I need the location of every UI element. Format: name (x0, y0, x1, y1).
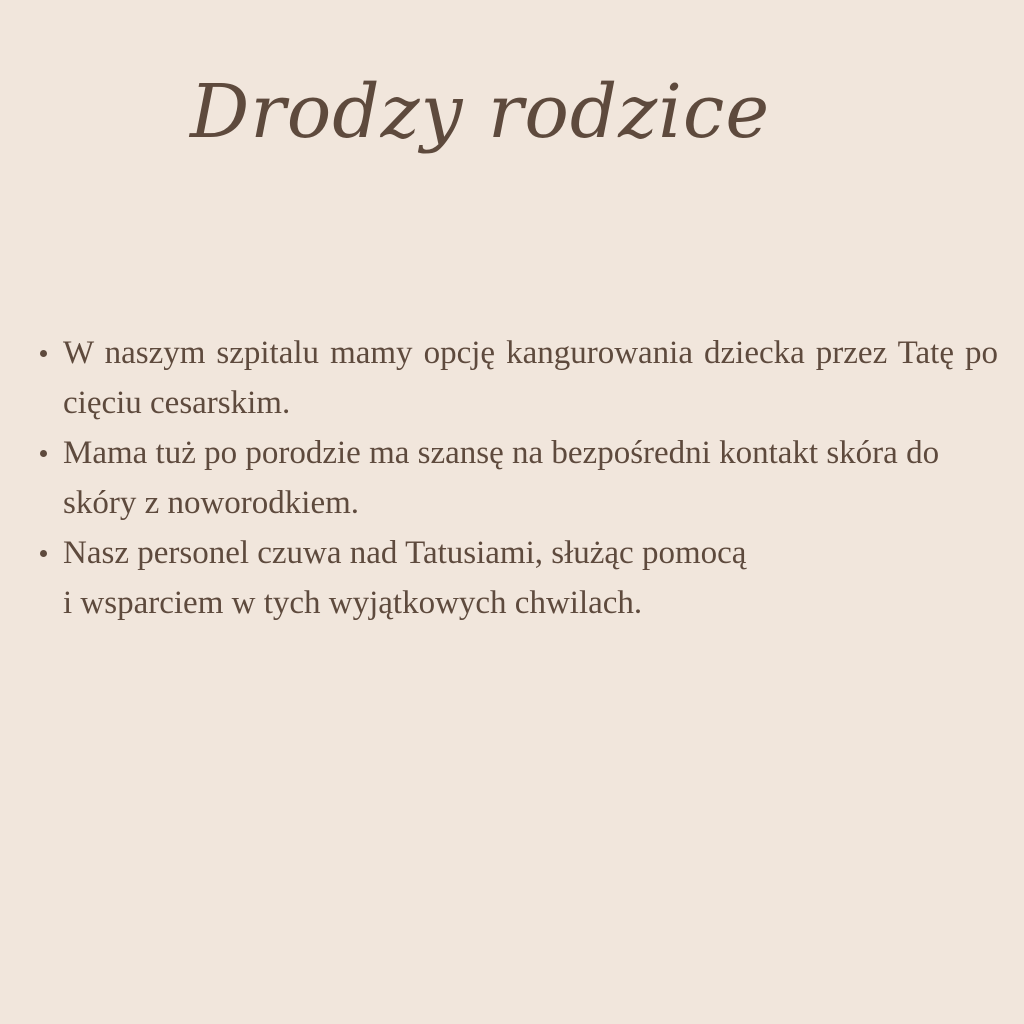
list-item (36, 428, 998, 528)
list-item-text: Mama tuż po porodzie ma szansę na bezpośredni kontakt skóra do skóry z noworodkiem. (63, 435, 940, 521)
list-item-text-line-1: Nasz personel czuwa nad Tatusiami, służąc pomocą (63, 535, 747, 571)
list-item (36, 528, 998, 628)
list-item (36, 328, 998, 428)
page-title: Drodzy rodzice (190, 69, 771, 155)
bullet-icon (40, 550, 47, 557)
bullet-icon (40, 450, 47, 457)
bullet-icon (40, 350, 47, 357)
list-item-text-line-2: i wsparciem w tych wyjątkowych chwilach. (63, 585, 643, 621)
bullet-list (36, 328, 998, 628)
list-item-text: W naszym szpitalu mamy opcję kangurowania dziecka przez Tatę po cięciu cesarskim. (63, 335, 998, 421)
